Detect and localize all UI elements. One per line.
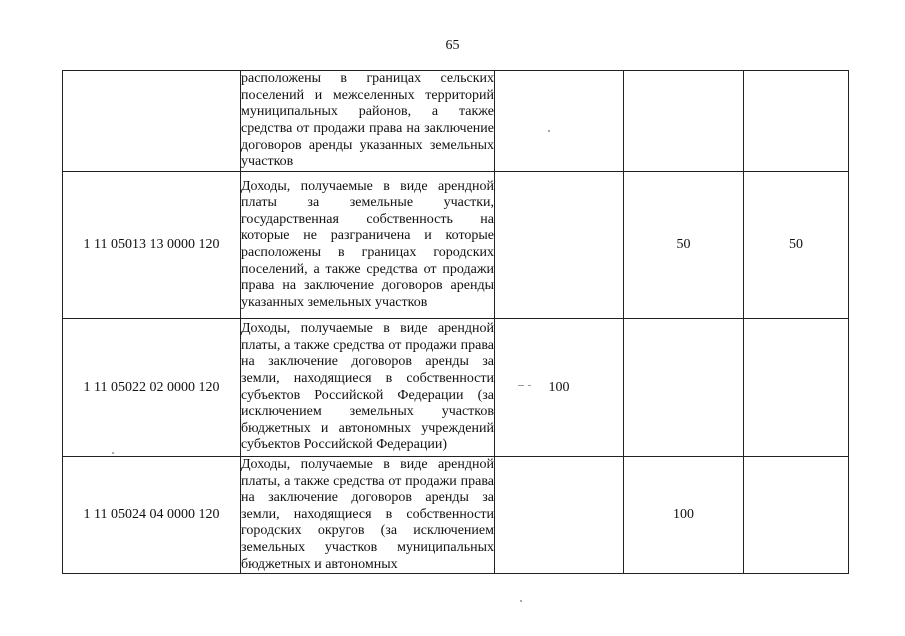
revenue-description-cell: расположены в границах сельских поселений и межселенных территорий муниципальных районов, а также средства от продажи права на заключение договоров аренды указанных земельных участков [241, 71, 495, 172]
revenue-code-cell: 1 11 05013 13 0000 120 [63, 172, 241, 319]
revenue-description-cell: Доходы, получаемые в виде арендной платы, а также средства от продажи права на заключение договоров аренды за земли, находящиеся в собственности субъектов Российской Федерации (за исключением земельных участков бюджетных и автономных учреждений субъектов Российской Федерации) [241, 319, 495, 457]
revenue-description-cell: Доходы, получаемые в виде арендной платы, а также средства от продажи права на заключение договоров аренды за земли, находящиеся в собственности городских округов (за исключением земельных участков муниципальных бюджетных и автономных [241, 457, 495, 574]
amount-cell-col3 [744, 457, 849, 574]
amount-cell-col2 [624, 319, 744, 457]
table-row [63, 172, 849, 319]
scan-artifact [112, 452, 114, 454]
amount-cell-col1 [495, 457, 624, 574]
revenue-code-cell: 1 11 05022 02 0000 120 [63, 319, 241, 457]
amount-cell-col2 [624, 71, 744, 172]
amount-cell-col2: 50 [624, 172, 744, 319]
amount-cell-col1 [495, 172, 624, 319]
amount-cell-col1: 100 [495, 319, 624, 457]
table-row [63, 457, 849, 574]
scan-artifact [528, 385, 531, 386]
amount-cell-col3 [744, 319, 849, 457]
page-number: 65 [445, 38, 460, 53]
scan-artifact [548, 130, 550, 132]
table-row [63, 319, 849, 457]
scan-artifact [518, 385, 524, 386]
amount-cell-col3: 50 [744, 172, 849, 319]
scan-artifact [520, 600, 522, 602]
revenue-code-cell [63, 71, 241, 172]
amount-cell-col1 [495, 71, 624, 172]
amount-cell-col3 [744, 71, 849, 172]
revenue-table [62, 70, 849, 574]
revenue-code-cell: 1 11 05024 04 0000 120 [63, 457, 241, 574]
amount-cell-col2: 100 [624, 457, 744, 574]
table-row [63, 71, 849, 172]
revenue-description-cell: Доходы, получаемые в виде арендной платы за земельные участки, государственная собственность на которые не разграничена и которые расположены в границах городских поселений, а также средства от продажи права на заключение договоров аренды указанных земельных участков [241, 172, 495, 319]
